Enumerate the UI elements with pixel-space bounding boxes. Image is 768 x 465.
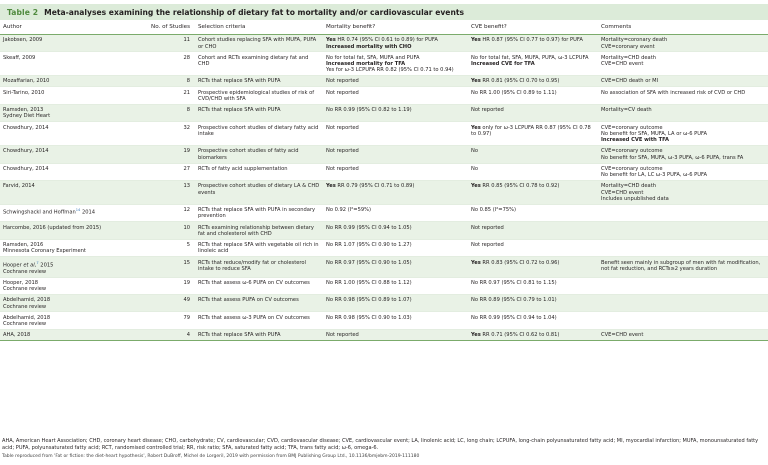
comments-cell: [598, 35, 768, 52]
author-subtitle: Cochrane review: [3, 286, 47, 293]
author-name: Hooper, 2018: [3, 279, 39, 286]
abbreviations-footnote: AHA, American Heart Association; CHD, coronary heart disease; CHO, carbohydrate; CV, cardiovascular; CVD, cardiovascular disease; CVE, cardiovascular event; LA, linolenic acid; LC, long chain; LCPUFA, long-chain polyunsaturated fatty acid; MI, myocardial infarction; MUFA, monounsaturated fatty acid; PUFA, polyunsaturated fatty acid; RCT, randomised controlled trial; RR, risk ratio; SFA, saturated fatty acid; TFA, trans fatty acid; ω-6, omega-6.: [2, 438, 759, 451]
author-name: Abdelhamid, 2018: [3, 297, 51, 304]
author-cell: [0, 104, 135, 121]
cve-cell: [468, 312, 598, 329]
table-row: [0, 329, 768, 340]
table-row: [0, 76, 768, 87]
mortality-yes: Yes: [326, 183, 336, 190]
cve-cell: [468, 294, 598, 311]
comment-line: CVE=coronary outcome: [601, 148, 663, 155]
comment-line: Includes unpublished data: [601, 195, 669, 202]
studies-count: 79: [135, 312, 195, 329]
cve-cell: [468, 222, 598, 239]
cve-text: Not reported: [471, 224, 504, 231]
cve-cell: [468, 181, 598, 205]
comments-cell: [598, 122, 768, 146]
mortality-text: Not reported: [326, 332, 359, 339]
comments-cell: [598, 163, 768, 180]
author-name: Jakobsen, 2009: [3, 37, 43, 44]
cve-yes: Yes: [471, 332, 481, 339]
cve-yes: Yes: [471, 37, 481, 44]
studies-count: 10: [135, 222, 195, 239]
mortality-text: No 0.92 (I²=59%): [326, 207, 372, 214]
cve-text: RR 0.85 (95% CI 0.78 to 0.92): [480, 183, 560, 190]
cve-cell: [468, 52, 598, 76]
cve-text: No RR 1.00 (95% CI 0.89 to 1.11): [471, 89, 557, 96]
cve-text: Not reported: [471, 242, 504, 249]
table-row: [0, 312, 768, 329]
selection-criteria: RCTs that assess ω-6 PUFA on CV outcomes: [195, 277, 323, 294]
mortality-text: No RR 0.99 (95% CI 0.94 to 1.05): [326, 224, 412, 231]
cve-text: No for total fat, SFA, MUFA, PUFA, ω-3 LCPUFA: [471, 54, 589, 61]
table-row: [0, 294, 768, 311]
cve-cell: [468, 329, 598, 340]
author-cell: [0, 294, 135, 311]
comment-line: CVE=CHD event: [601, 61, 644, 67]
author-name: Ramsden, 2013: [3, 107, 44, 114]
cve-yes: Yes: [471, 259, 481, 266]
comment-line: No benefit for LA, LC ω-3 PUFA, ω-6 PUFA: [601, 172, 708, 179]
comment-line: CVE=CHD event: [601, 332, 644, 339]
comment-line: No benefit for SFA, MUFA, ω-3 PUFA, ω-6 PUFA, trans FA: [601, 154, 744, 161]
studies-count: 12: [135, 204, 195, 221]
comment-line: Mortality=CV death: [601, 107, 652, 114]
cve-text: RR 0.71 (95% CI 0.62 to 0.81): [480, 332, 560, 339]
comments-cell: [598, 294, 768, 311]
comments-cell: [598, 52, 768, 76]
table-row: [0, 181, 768, 205]
comment-line: CVE=coronary event: [601, 43, 655, 50]
table-row: [0, 204, 768, 221]
mortality-text: Not reported: [326, 124, 359, 131]
mortality-text: Not reported: [326, 78, 359, 85]
author-subtitle: Cochrane review: [3, 320, 47, 327]
selection-criteria: Cohort studies replacing SFA with MUFA, PUFA or CHO: [195, 35, 323, 52]
mortality-cell: [323, 329, 468, 340]
author-name: Farvid, 2014: [3, 183, 35, 190]
comments-cell: [598, 87, 768, 104]
comment-line: No association of SFA with increased risk of CVD or CHD: [601, 89, 746, 96]
table-row: [0, 35, 768, 52]
selection-criteria: RCTs of fatty acid supplementation: [195, 163, 323, 180]
studies-count: 8: [135, 76, 195, 87]
author-cell: [0, 204, 135, 221]
author-subtitle: Minnesota Coronary Experiment: [3, 248, 86, 255]
author-name: Hooper: [3, 262, 24, 269]
cve-cell: [468, 76, 598, 87]
selection-criteria: RCTs that assess ω-3 PUFA on CV outcomes: [195, 312, 323, 329]
cve-text: RR 0.81 (95% CI 0.70 to 0.95): [480, 78, 560, 85]
comments-cell: [598, 104, 768, 121]
table-number: Table 2: [7, 7, 39, 17]
mortality-text: No RR 0.99 (95% CI 0.82 to 1.19): [326, 107, 412, 114]
studies-count: 4: [135, 329, 195, 340]
studies-count: 15: [135, 257, 195, 277]
comment-line: Mortality=coronary death: [601, 37, 668, 44]
author-cell: [0, 163, 135, 180]
author-name: Skeaff, 2009: [3, 54, 36, 61]
header-comments: Comments: [598, 20, 768, 35]
comments-cell: [598, 76, 768, 87]
selection-criteria: Prospective cohort studies of fatty acid biomarkers: [195, 146, 323, 163]
cve-cell: [468, 104, 598, 121]
cve-text: No RR 0.97 (95% CI 0.81 to 1.15): [471, 279, 557, 286]
comments-cell: [598, 312, 768, 329]
cve-cell: [468, 257, 598, 277]
author-name: AHA, 2018: [3, 332, 31, 339]
author-cell: [0, 76, 135, 87]
comment-line: CVE=coronary outcome: [601, 124, 663, 131]
comments-cell: [598, 181, 768, 205]
comment-line: Benefit seen mainly in subgroup of men with fat modification, not fat reduction, and RCTs≥2 years duration: [601, 259, 761, 272]
mortality-increased: Increased mortality with CHO: [326, 43, 412, 50]
selection-criteria: RCTs that assess PUFA on CV outcomes: [195, 294, 323, 311]
author-subtitle: Sydney Diet Heart: [3, 113, 51, 120]
comment-line: No benefit for SFA, MUFA, LA or ω-6 PUFA: [601, 130, 708, 137]
table-body: [0, 35, 768, 341]
table-row: [0, 222, 768, 239]
mortality-text: Not reported: [326, 165, 359, 172]
author-cell: [0, 146, 135, 163]
author-name: Schwingshackl and Hoffman: [3, 209, 76, 216]
studies-count: 5: [135, 239, 195, 256]
mortality-cell: [323, 35, 468, 52]
mortality-cell: [323, 257, 468, 277]
table-title-bar: [0, 4, 768, 20]
selection-criteria: RCTs that replace SFA with PUFA: [195, 76, 323, 87]
comment-line: CVE=coronary outcome: [601, 165, 663, 172]
header-mortality: Mortality benefit?: [323, 20, 468, 35]
cve-text: No: [471, 148, 478, 155]
studies-count: 28: [135, 52, 195, 76]
studies-count: 49: [135, 294, 195, 311]
selection-criteria: Cohort and RCTs examining dietary fat and CHD: [195, 52, 323, 76]
cve-text: RR 0.83 (95% CI 0.72 to 0.96): [480, 259, 560, 266]
author-cell: [0, 222, 135, 239]
comment-line: CVE=CHD event: [601, 189, 644, 196]
cve-yes: Yes: [471, 78, 481, 85]
studies-count: 8: [135, 104, 195, 121]
selection-criteria: RCTs examining relationship between dietary fat and cholesterol with CHD: [195, 222, 323, 239]
cve-cell: [468, 122, 598, 146]
mortality-text: Not reported: [326, 148, 359, 155]
author-year: 2014: [80, 209, 96, 216]
mortality-extra: Yes for ω-3 LCPUFA RR 0.82 (95% CI 0.71 to 0.94): [326, 67, 454, 74]
author-cell: [0, 312, 135, 329]
mortality-text: No RR 1.00 (95% CI 0.88 to 1.12): [326, 279, 412, 286]
selection-criteria: Prospective epidemiological studies of risk of CVD/CHD with SFA: [195, 87, 323, 104]
cve-text: No RR 0.99 (95% CI 0.94 to 1.04): [471, 314, 557, 321]
author-cell: [0, 239, 135, 256]
author-name: Chowdhury, 2014: [3, 165, 49, 172]
comments-cell: [598, 257, 768, 277]
cve-cell: [468, 239, 598, 256]
header-author: Author: [0, 20, 135, 35]
author-cell: [0, 122, 135, 146]
studies-count: 13: [135, 181, 195, 205]
author-cell: [0, 181, 135, 205]
mortality-cell: [323, 146, 468, 163]
author-subtitle: Cochrane review: [3, 268, 47, 275]
author-name: Chowdhury, 2014: [3, 124, 49, 131]
cve-text: Not reported: [471, 107, 504, 114]
table-caption: Meta-analyses examining the relationship of dietary fat to mortality and/or cardiovascular events: [44, 7, 465, 17]
comment-line: Mortality=CHD death: [601, 54, 656, 61]
studies-count: 19: [135, 146, 195, 163]
mortality-text: No RR 0.97 (95% CI 0.90 to 1.05): [326, 259, 412, 266]
mortality-increased: Increased mortality for TFA: [326, 61, 406, 67]
mortality-cell: [323, 76, 468, 87]
cve-yes: Yes: [471, 124, 481, 131]
table-row: [0, 104, 768, 121]
studies-count: 21: [135, 87, 195, 104]
table-row: [0, 122, 768, 146]
table-row: [0, 52, 768, 76]
author-cell: [0, 257, 135, 277]
table-row: [0, 146, 768, 163]
selection-criteria: RCTs that replace SFA with PUFA in secondary prevention: [195, 204, 323, 221]
mortality-text: No RR 0.98 (95% CI 0.90 to 1.03): [326, 314, 412, 321]
author-name: Chowdhury, 2014: [3, 148, 49, 155]
cve-cell: [468, 87, 598, 104]
cve-text: only for ω-3 LCPUFA RR 0.87 (95% CI 0.78 to 0.97): [471, 124, 591, 137]
mortality-cell: [323, 222, 468, 239]
mortality-text: No RR 0.98 (95% CI 0.89 to 1.07): [326, 297, 412, 304]
author-name: Abdelhamid, 2018: [3, 314, 51, 321]
author-cell: [0, 329, 135, 340]
studies-count: 32: [135, 122, 195, 146]
table-row: [0, 257, 768, 277]
author-name: Mozaffarian, 2010: [3, 78, 50, 85]
table-row: [0, 239, 768, 256]
mortality-cell: [323, 294, 468, 311]
meta-analyses-table: [0, 20, 768, 341]
mortality-text: RR 0.79 (95% CI 0.71 to 0.89): [335, 183, 415, 190]
cve-cell: [468, 204, 598, 221]
cve-increased: Increased CVE for TFA: [471, 61, 535, 67]
selection-criteria: RCTs that replace SFA with vegetable oil rich in linoleic acid: [195, 239, 323, 256]
table-row: [0, 277, 768, 294]
comments-cell: [598, 146, 768, 163]
comments-cell: [598, 329, 768, 340]
cve-cell: [468, 277, 598, 294]
reference-number: 14: [75, 208, 81, 213]
mortality-cell: [323, 204, 468, 221]
table-row: [0, 163, 768, 180]
mortality-cell: [323, 163, 468, 180]
mortality-cell: [323, 181, 468, 205]
header-cve: CVE benefit?: [468, 20, 598, 35]
author-cell: [0, 87, 135, 104]
mortality-text: No for total fat, SFA, MUFA and PUFA: [326, 54, 420, 61]
author-name: Harcombe, 2016 (updated from 2015): [3, 224, 102, 231]
source-note: Table reproduced from 'Fat or fiction: the diet-heart hypothesis', Robert DuBroff, Michel de Lorgeril, 2019 with permission from BMJ Publishing Group Ltd., 10.1136/bmjebm-2019-111180: [2, 454, 420, 459]
header-criteria: Selection criteria: [195, 20, 323, 35]
mortality-cell: [323, 87, 468, 104]
mortality-yes: Yes: [326, 37, 336, 44]
comments-cell: [598, 277, 768, 294]
comments-cell: [598, 222, 768, 239]
cve-cell: [468, 163, 598, 180]
selection-criteria: Prospective cohort studies of dietary fatty acid intake: [195, 122, 323, 146]
header-studies: No. of Studies: [135, 20, 195, 35]
mortality-text: No RR 1.07 (95% CI 0.90 to 1.27): [326, 242, 412, 249]
author-cell: [0, 52, 135, 76]
studies-count: 27: [135, 163, 195, 180]
author-et-al: et al,: [23, 262, 37, 269]
cve-text: HR 0.87 (95% CI 0.77 to 0.97) for PUFA: [480, 37, 583, 44]
selection-criteria: RCTs that replace SFA with PUFA: [195, 104, 323, 121]
author-cell: [0, 277, 135, 294]
author-name: Ramsden, 2016: [3, 242, 44, 249]
mortality-text: HR 0.74 (95% CI 0.61 to 0.89) for PUFA: [335, 37, 438, 44]
cve-cell: [468, 146, 598, 163]
cve-text: No 0.85 (I²=75%): [471, 207, 517, 214]
selection-criteria: Prospective cohort studies of dietary LA & CHD events: [195, 181, 323, 205]
table-row: [0, 87, 768, 104]
mortality-cell: [323, 239, 468, 256]
header-row: [0, 20, 768, 35]
studies-count: 11: [135, 35, 195, 52]
selection-criteria: RCTs that reduce/modify fat or cholesterol intake to reduce SFA: [195, 257, 323, 277]
mortality-cell: [323, 52, 468, 76]
studies-count: 19: [135, 277, 195, 294]
mortality-text: Not reported: [326, 89, 359, 96]
author-cell: [0, 35, 135, 52]
mortality-cell: [323, 277, 468, 294]
cve-text: No RR 0.89 (95% CI 0.79 to 1.01): [471, 297, 557, 304]
comment-line: CVE=CHD death or MI: [601, 78, 659, 85]
cve-text: No: [471, 165, 478, 172]
cve-cell: [468, 35, 598, 52]
comments-cell: [598, 204, 768, 221]
author-year: 2015: [38, 262, 54, 269]
comment-line: Mortality=CHD death: [601, 183, 656, 190]
cve-yes: Yes: [471, 183, 481, 190]
mortality-cell: [323, 122, 468, 146]
reference-number: 7: [36, 260, 39, 265]
mortality-cell: [323, 104, 468, 121]
comment-bold: Increased CVE with TFA: [601, 137, 670, 144]
mortality-cell: [323, 312, 468, 329]
comments-cell: [598, 239, 768, 256]
author-name: Siri-Tarino, 2010: [3, 89, 45, 96]
selection-criteria: RCTs that replace SFA with PUFA: [195, 329, 323, 340]
author-subtitle: Cochrane review: [3, 303, 47, 310]
